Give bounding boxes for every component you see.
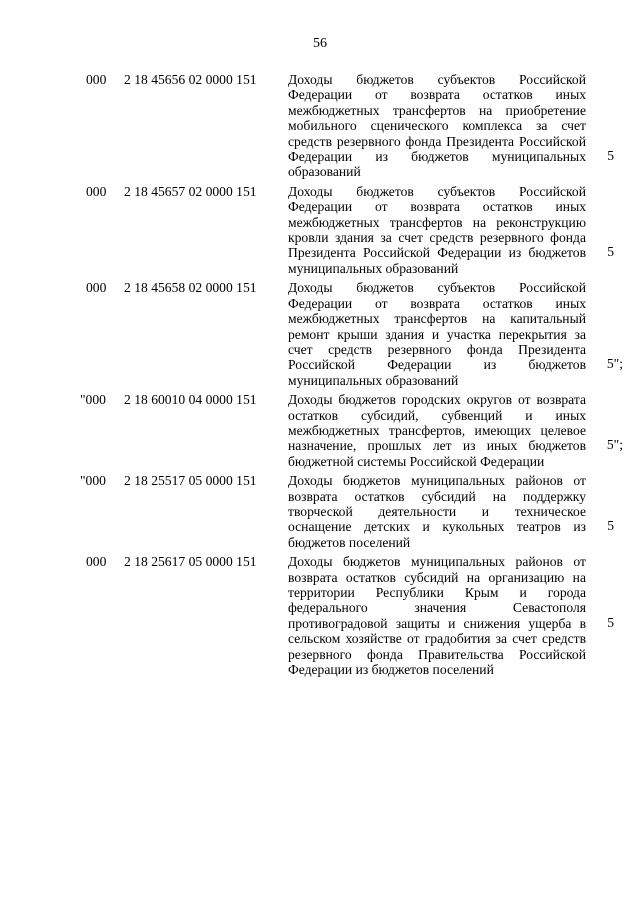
income-name: Доходы бюджетов субъектов Российской Федерации от возврата остатков иных межбюджетных трансфертов на капитальный ремонт крыши здания и участка перекрытия за счет средств резервного фонда Президента Российской Федерации из бюджетов муниципальных образований <box>288 280 586 388</box>
admin-code: 000 <box>86 183 107 199</box>
income-name: Доходы бюджетов муниципальных районов от возврата остатков субсидий на поддержку творческой деятельности и техническое оснащение детских и кукольных театров из бюджетов поселений <box>288 473 586 550</box>
table-row <box>0 280 640 388</box>
value-cell: 5 <box>607 244 614 260</box>
admin-code: "000 <box>80 473 106 489</box>
table-row <box>0 184 640 276</box>
value-cell: 5"; <box>606 437 623 453</box>
value-cell: 5 <box>607 615 614 631</box>
admin-code: "000 <box>80 392 106 408</box>
value-cell: 5 <box>607 518 614 534</box>
admin-code: 000 <box>86 72 107 87</box>
table-row <box>0 473 640 550</box>
admin-code: 000 <box>86 280 107 296</box>
table-row <box>0 72 640 180</box>
budget-classification-code: 2 18 45656 02 0000 151 <box>124 72 257 87</box>
value-cell: 5"; <box>606 356 623 372</box>
table-row <box>0 392 640 469</box>
income-name: Доходы бюджетов муниципальных районов от возврата остатков субсидий на организацию на территории Республики Крым и города федерального значения Севастополя противоградовой защиты и снижения ущерба в сельском хозяйстве от градобития за счет средств резервного фонда Правительства Российской Федерации из бюджетов поселений <box>288 554 586 678</box>
budget-classification-code: 2 18 45657 02 0000 151 <box>124 183 257 199</box>
income-name: Доходы бюджетов городских округов от возврата остатков субсидий, субвенций и иных межбюджетных трансфертов, имеющих целевое назначение, прошлых лет из иных бюджетов бюджетной системы Российской Федерации <box>288 392 586 469</box>
budget-code-table <box>0 72 640 681</box>
value-cell: 5 <box>607 147 614 163</box>
budget-classification-code: 2 18 25617 05 0000 151 <box>124 554 257 570</box>
budget-classification-code: 2 18 25517 05 0000 151 <box>124 473 257 489</box>
table-row <box>0 554 640 677</box>
income-name: Доходы бюджетов субъектов Российской Федерации от возврата остатков иных межбюджетных трансфертов на реконструкцию кровли здания за счет средств резервного фонда Президента Российской Федерации из бюджетов муниципальных образований <box>288 183 586 276</box>
budget-classification-code: 2 18 45658 02 0000 151 <box>124 280 257 296</box>
budget-classification-code: 2 18 60010 04 0000 151 <box>124 392 257 408</box>
admin-code: 000 <box>86 554 107 570</box>
income-name: Доходы бюджетов субъектов Российской Федерации от возврата остатков иных межбюджетных трансфертов на приобретение мобильного сценического комплекса за счет средств резервного фонда Президента Российской Федерации из бюджетов муниципальных образований <box>288 72 586 180</box>
page-number: 56 <box>313 36 327 51</box>
